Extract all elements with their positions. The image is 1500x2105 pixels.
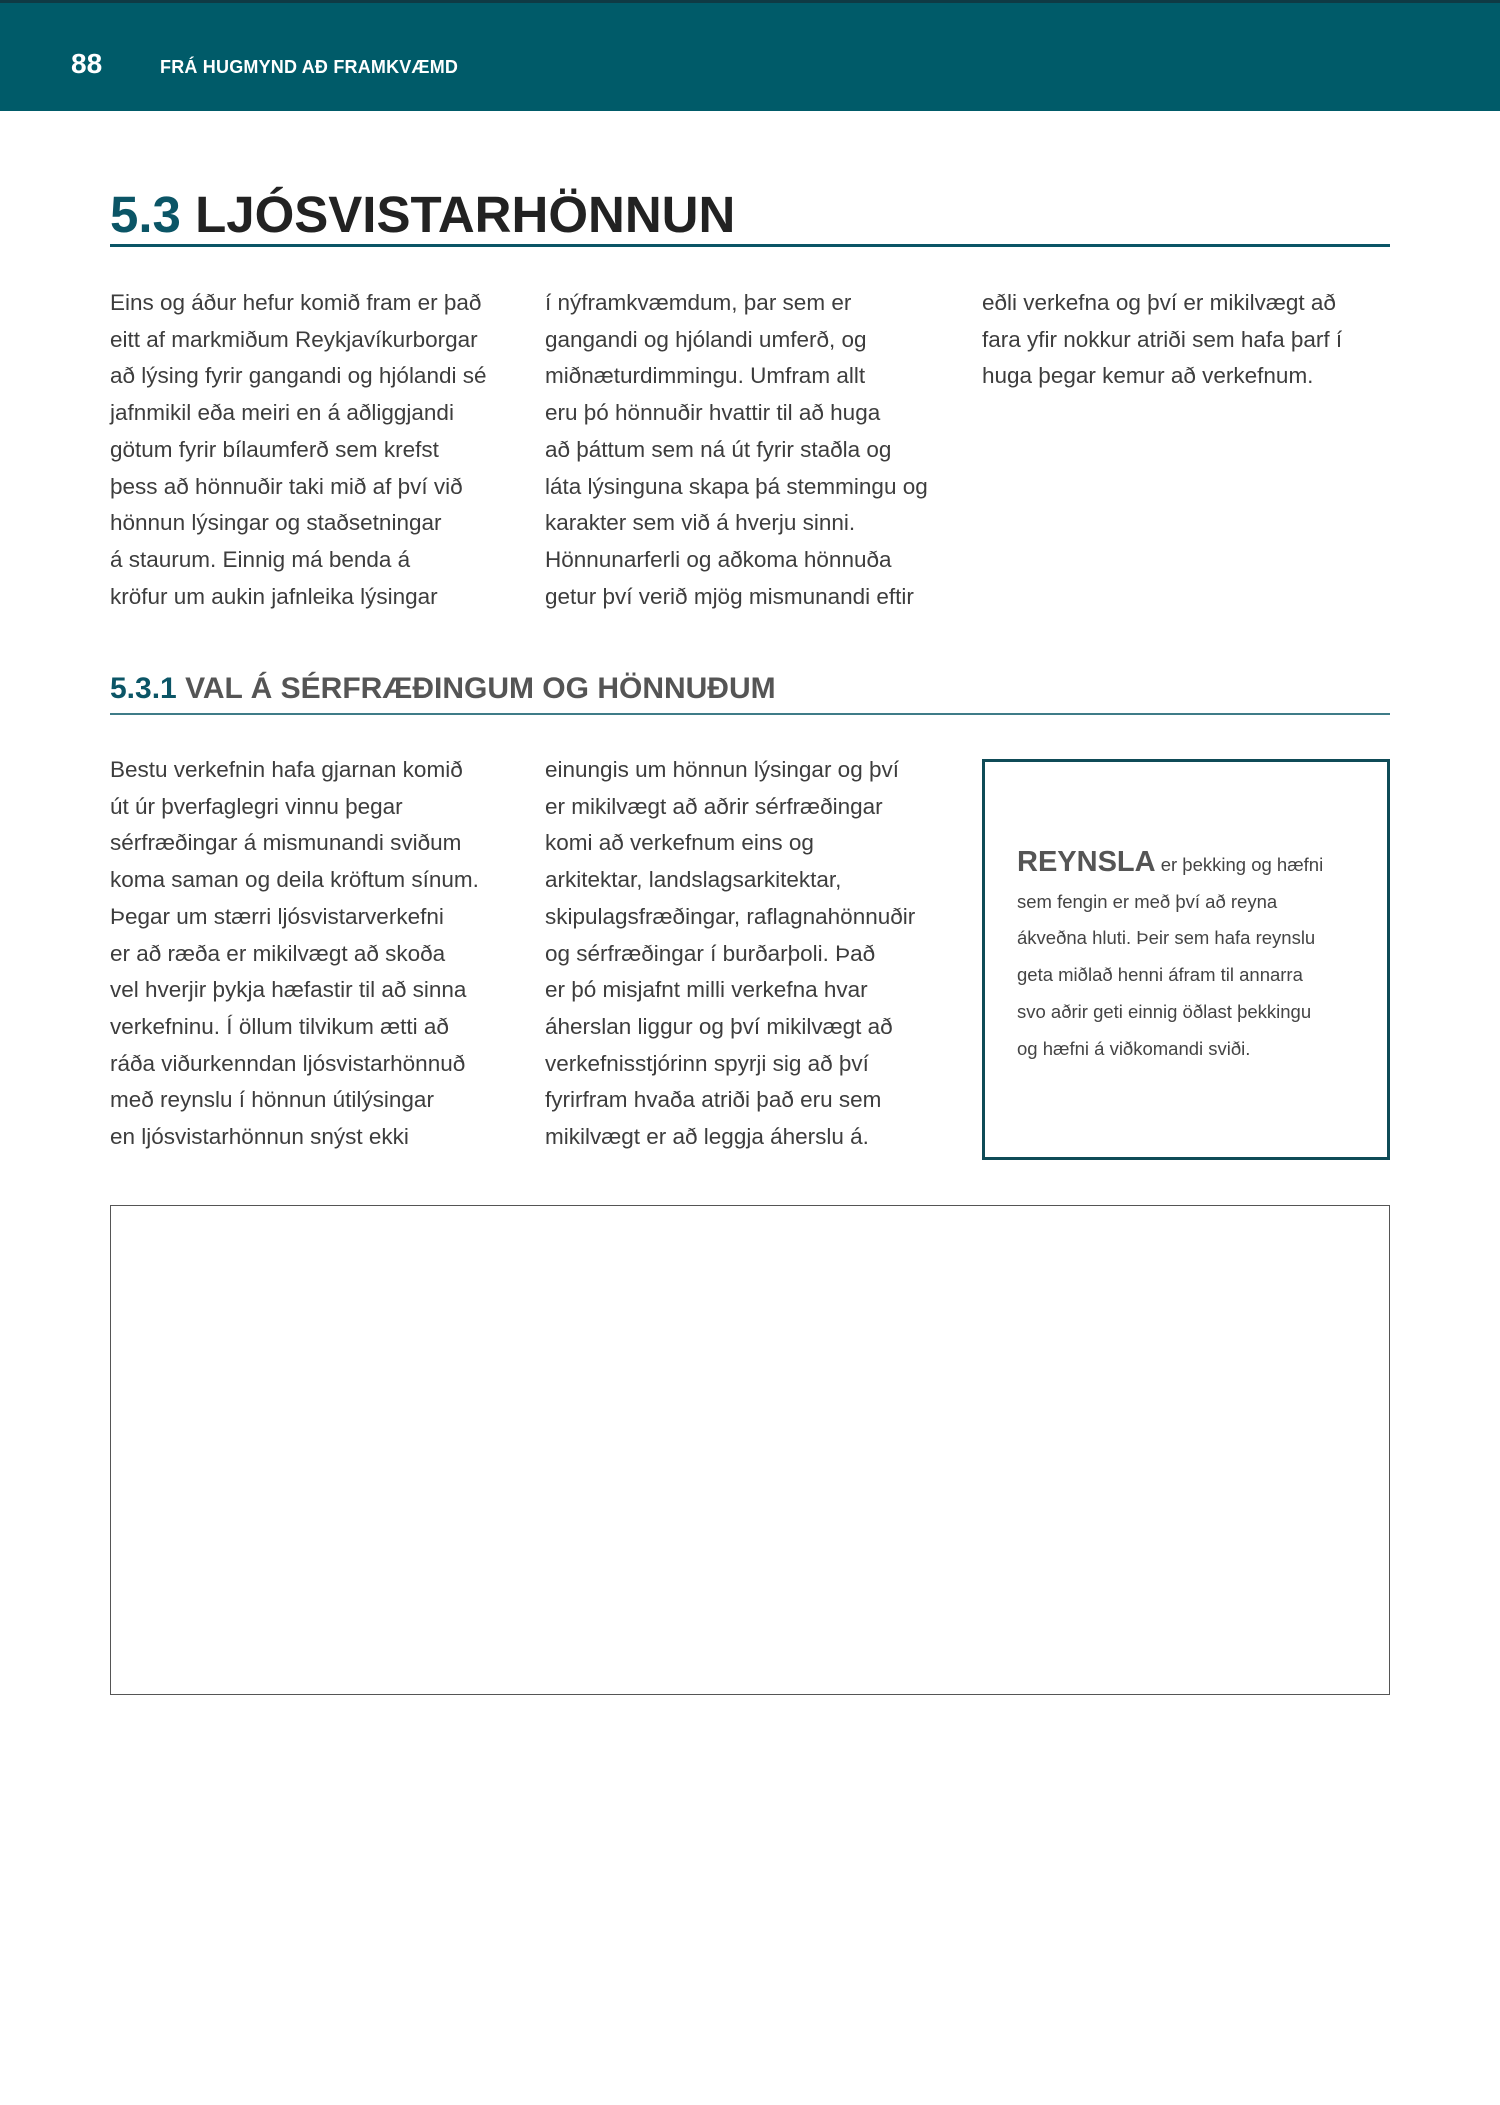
text-line: fara yfir nokkur atriði sem hafa þarf í xyxy=(982,326,1343,352)
text-line: láta lýsinguna skapa þá stemmingu og xyxy=(545,473,928,499)
sidebar-line: geta miðlað henni áfram til annarra xyxy=(1017,964,1303,986)
text-line: fyrirfram hvaða atriði það eru sem xyxy=(545,1087,882,1113)
text-line: kröfur um aukin jafnleika lýsingar xyxy=(110,583,438,609)
text-line: að þáttum sem ná út fyrir staðla og xyxy=(545,436,892,462)
page-number: 88 xyxy=(71,48,103,79)
subsection-divider xyxy=(110,713,1390,715)
text-line: götum fyrir bílaumferð sem krefst xyxy=(110,436,439,462)
subsection-title-text: VAL Á SÉRFRÆÐINGUM OG HÖNNUÐUM xyxy=(185,672,776,705)
running-title: FRÁ HUGMYND AÐ FRAMKVÆMD xyxy=(160,57,459,77)
text-line: verkefninu. Í öllum tilvikum ætti að xyxy=(110,1013,449,1039)
text-line: er að ræða er mikilvægt að skoða xyxy=(110,940,446,966)
sidebar-line: svo aðrir geti einnig öðlast þekkingu xyxy=(1017,1000,1312,1022)
text-line: getur því verið mjög mismunandi eftir xyxy=(545,583,914,609)
text-line: einungis um hönnun lýsingar og því xyxy=(545,757,899,782)
text-line: gangandi og hjólandi umferð, og xyxy=(545,326,867,352)
sidebar-lead-term: REYNSLA xyxy=(1017,846,1156,878)
text-line: Hönnunarferli og aðkoma hönnuða xyxy=(545,546,892,572)
text-line: karakter sem við á hverju sinni. xyxy=(545,510,856,536)
text-line: áherslan liggur og því mikilvægt að xyxy=(545,1013,893,1039)
text-line: arkitektar, landslagsarkitektar, xyxy=(545,867,842,893)
text-line: eitt af markmiðum Reykjavíkurborgar xyxy=(110,326,478,352)
text-line: Bestu verkefnin hafa gjarnan komið xyxy=(110,757,463,782)
text-line: Eins og áður hefur komið fram er það xyxy=(110,290,482,315)
sidebar-text xyxy=(1017,844,1323,1067)
text-column-1 xyxy=(110,285,487,615)
text-column-2 xyxy=(545,285,928,615)
text-line: út úr þverfaglegri vinnu þegar xyxy=(110,793,403,819)
text-line: Þegar um stærri ljósvistarverkefni xyxy=(110,903,444,929)
sidebar-line: og hæfni á viðkomandi sviði. xyxy=(1017,1037,1251,1059)
text-line: eðli verkefna og því er mikilvægt að xyxy=(982,290,1336,315)
sidebar-definition-box xyxy=(982,759,1390,1160)
text-line: á staurum. Einnig má benda á xyxy=(110,546,411,572)
text-line: skipulagsfræðingar, raflagnahönnuðir xyxy=(545,903,916,929)
text-line: sérfræðingar á mismunandi sviðum xyxy=(110,830,462,856)
section-title-text: LJÓSVISTARHÖNNUN xyxy=(195,186,736,243)
text-line: með reynslu í hönnun útilýsingar xyxy=(110,1087,434,1113)
text-line: koma saman og deila kröftum sínum. xyxy=(110,867,479,893)
text-column-1 xyxy=(110,752,479,1156)
text-line: komi að verkefnum eins og xyxy=(545,830,814,856)
text-line: eru þó hönnuðir hvattir til að huga xyxy=(545,400,881,426)
text-line: í nýframkvæmdum, þar sem er xyxy=(545,290,852,315)
sidebar-line: sem fengin er með því að reyna xyxy=(1017,890,1278,912)
text-line: miðnæturdimmingu. Umfram allt xyxy=(545,363,866,389)
text-line: en ljósvistarhönnun snýst ekki xyxy=(110,1124,409,1150)
sidebar-line: ákveðna hluti. Þeir sem hafa reynslu xyxy=(1017,927,1316,949)
text-line: ráða viðurkenndan ljósvistarhönnuð xyxy=(110,1050,466,1076)
page-header xyxy=(0,0,1500,111)
text-column-3 xyxy=(982,285,1342,395)
text-line: þess að hönnuðir taki mið af því við xyxy=(110,473,463,499)
text-line: vel hverjir þykja hæfastir til að sinna xyxy=(110,977,467,1003)
subsection-title xyxy=(110,672,776,706)
text-line: er þó misjafnt milli verkefna hvar xyxy=(545,977,868,1003)
title-divider xyxy=(110,244,1390,247)
section-title xyxy=(110,185,735,244)
sidebar-line: er þekking og hæfni xyxy=(1155,854,1324,875)
section-number: 5.3 xyxy=(110,186,181,243)
text-line: huga þegar kemur að verkefnum. xyxy=(982,363,1314,389)
image-placeholder-frame xyxy=(110,1205,1390,1695)
text-line: og sérfræðingar í burðarþoli. Það xyxy=(545,940,876,966)
text-column-2 xyxy=(545,752,915,1156)
text-line: mikilvægt er að leggja áherslu á. xyxy=(545,1124,869,1150)
text-line: er mikilvægt að aðrir sérfræðingar xyxy=(545,793,883,819)
text-line: að lýsing fyrir gangandi og hjólandi sé xyxy=(110,363,487,389)
sidebar-first-line xyxy=(1017,844,1323,884)
text-line: hönnun lýsingar og staðsetningar xyxy=(110,510,442,536)
text-line: verkefnisstjórinn spyrji sig að því xyxy=(545,1050,869,1076)
text-line: jafnmikil eða meiri en á aðliggjandi xyxy=(110,400,454,426)
subsection-number: 5.3.1 xyxy=(110,672,177,705)
